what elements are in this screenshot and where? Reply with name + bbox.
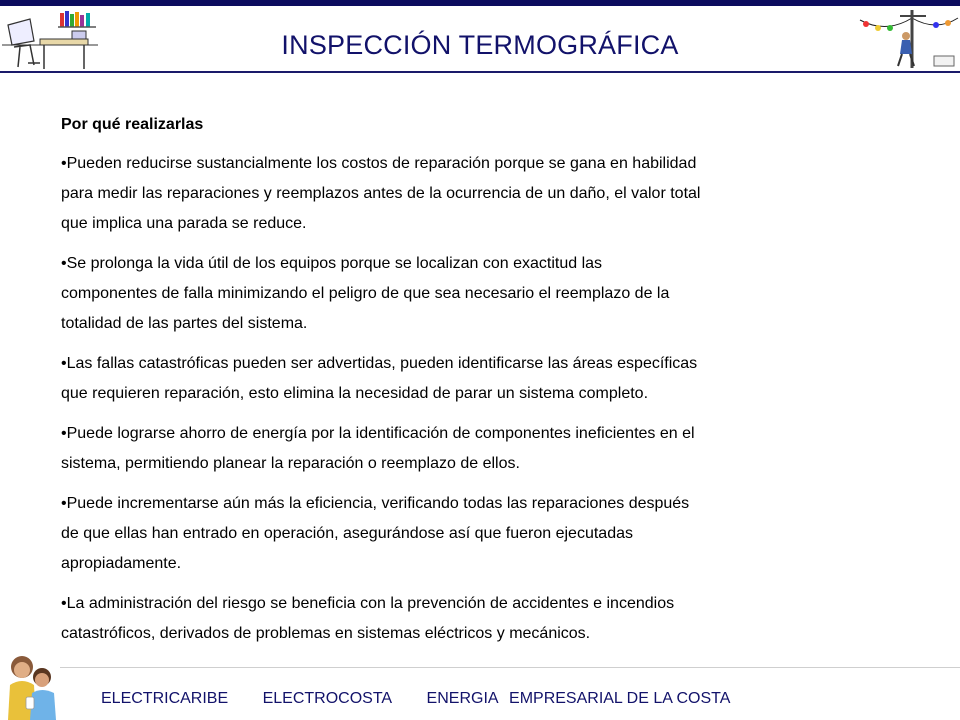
header-divider: [0, 71, 960, 73]
paragraph-line: catastróficos, derivados de problemas en sistemas eléctricos y mecánicos.: [61, 625, 591, 642]
paragraph-line: sistema, permitiendo planear la reparación o reemplazo de ellos.: [61, 455, 520, 472]
bullet-paragraph: [61, 149, 919, 239]
footer-company-electricaribe: ELECTRICARIBE: [101, 690, 229, 707]
paragraph-line: totalidad de las partes del sistema.: [61, 315, 308, 332]
footer-company-energia: ENERGIA: [426, 690, 499, 707]
paragraph-line: •La administración del riesgo se beneficia con la prevención de accidentes e incendios: [61, 595, 675, 612]
bullet-paragraph: [61, 349, 919, 409]
paragraph-line: que implica una parada se reduce.: [61, 215, 307, 232]
slide-title: INSPECCIÓN TERMOGRÁFICA: [281, 30, 679, 60]
paragraph-line: apropiadamente.: [61, 555, 182, 572]
bullet-paragraph: [61, 419, 919, 479]
bullet-paragraph: [61, 249, 919, 339]
paragraph-line: •Se prolonga la vida útil de los equipos porque se localizan con exactitud las: [61, 255, 603, 272]
paragraph-line: que requieren reparación, esto elimina la necesidad de parar un sistema completo.: [61, 385, 649, 402]
footer-company-electrocosta: ELECTROCOSTA: [262, 690, 393, 707]
bullet-paragraph: [61, 589, 919, 649]
footer-company-empresarial: EMPRESARIAL DE LA COSTA: [509, 690, 731, 707]
bullet-paragraph: [61, 489, 919, 579]
paragraph-line: •Puede incrementarse aún más la eficiencia, verificando todas las reparaciones después: [61, 495, 690, 512]
paragraph-line: componentes de falla minimizando el peligro de que sea necesario el reemplazo de la: [61, 285, 670, 302]
slide-content: [61, 113, 919, 659]
paragraph-line: •Las fallas catastróficas pueden ser advertidas, pueden identificarse las áreas específicas: [61, 355, 698, 372]
footer-divider: [60, 667, 960, 668]
section-heading: Por qué realizarlas: [61, 116, 204, 133]
paragraph-line: para medir las reparaciones y reemplazos antes de la ocurrencia de un daño, el valor total: [61, 185, 701, 202]
top-accent-bar: [0, 0, 960, 6]
paragraph-line: de que ellas han entrado en operación, asegurándose así que fueron ejecutadas: [61, 525, 633, 542]
lineman-pole-clipart-icon: [856, 6, 960, 70]
paragraph-line: •Puede lograrse ahorro de energía por la identificación de componentes ineficientes en el: [61, 425, 695, 442]
children-clipart-icon: [0, 645, 62, 720]
paragraph-line: •Pueden reducirse sustancialmente los costos de reparación porque se gana en habilidad: [61, 155, 697, 172]
footer-companies: [101, 690, 730, 708]
